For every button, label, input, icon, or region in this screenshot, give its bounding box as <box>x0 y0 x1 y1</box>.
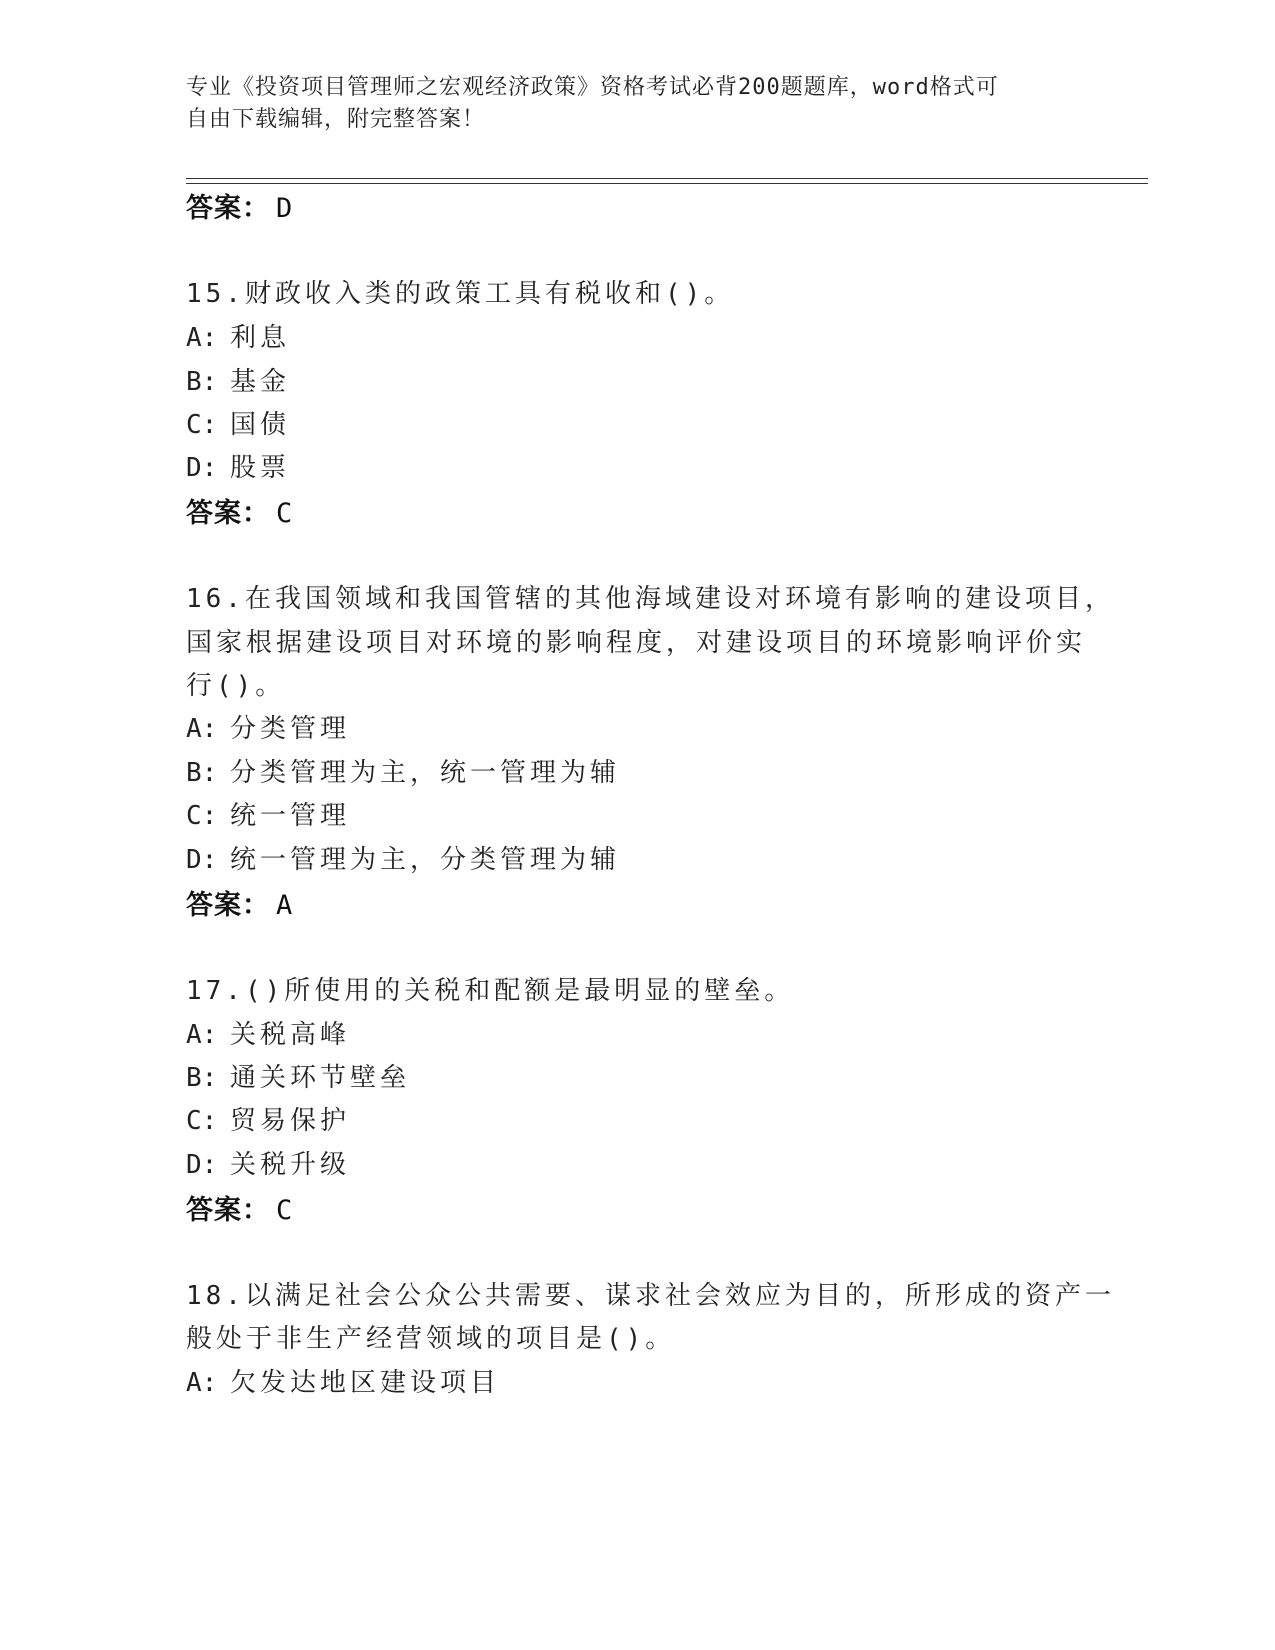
option-text: 利息 <box>230 323 291 353</box>
option-key: B: <box>186 758 218 788</box>
question-16-option-c <box>186 795 350 832</box>
option-text: 统一管理 <box>230 801 351 831</box>
option-text: 贸易保护 <box>230 1106 351 1136</box>
answer-value: C <box>276 498 294 529</box>
header-line-1: 专业《投资项目管理师之宏观经济政策》资格考试必背200题题库，word格式可 <box>186 75 999 100</box>
document-header <box>186 72 1086 136</box>
option-key: A: <box>186 714 218 744</box>
answer-value: A <box>276 890 294 921</box>
question-16-line-2: 国家根据建设项目对环境的影响程度，对建设项目的环境影响评价实 <box>186 628 1087 658</box>
answer-label: 答案： <box>186 1195 270 1226</box>
option-text: 分类管理为主，统一管理为辅 <box>230 758 621 788</box>
answer-value: C <box>276 1195 294 1226</box>
option-key: C: <box>186 410 218 440</box>
option-key: A: <box>186 323 218 353</box>
option-text: 统一管理为主，分类管理为辅 <box>230 845 621 875</box>
header-line-2: 自由下载编辑，附完整答案！ <box>186 107 486 132</box>
question-16-line-1: 16.在我国领域和我国管辖的其他海域建设对环境有影响的建设项目， <box>186 584 1115 614</box>
question-16-answer <box>186 883 293 922</box>
question-15-line-1: 15.财政收入类的政策工具有税收和()。 <box>186 279 735 309</box>
option-key: A: <box>186 1368 218 1398</box>
question-16-option-a <box>186 708 350 745</box>
option-text: 基金 <box>230 367 291 397</box>
question-15-answer <box>186 491 293 530</box>
option-key: D: <box>186 845 218 875</box>
question-15-option-a <box>186 317 290 354</box>
question-18-line-2: 般处于非生产经营领域的项目是()。 <box>186 1324 676 1354</box>
answer-label: 答案： <box>186 193 270 224</box>
option-text: 关税高峰 <box>230 1020 351 1050</box>
question-15-option-c <box>186 404 290 441</box>
question-18-option-a <box>186 1362 500 1399</box>
answer-prev <box>186 186 293 225</box>
question-17-option-b <box>186 1057 410 1094</box>
option-key: D: <box>186 453 218 483</box>
question-17-option-c <box>186 1100 350 1137</box>
option-text: 分类管理 <box>230 714 351 744</box>
option-key: C: <box>186 1106 218 1136</box>
answer-label: 答案： <box>186 498 270 529</box>
question-16-option-b <box>186 752 620 789</box>
question-17-answer <box>186 1188 293 1227</box>
option-text: 股票 <box>230 453 291 483</box>
option-text: 关税升级 <box>230 1150 351 1180</box>
option-text: 国债 <box>230 410 291 440</box>
question-15-option-d <box>186 447 290 484</box>
option-text: 通关环节壁垒 <box>230 1063 411 1093</box>
answer-label: 答案： <box>186 890 270 921</box>
answer-value: D <box>276 193 294 224</box>
header-divider-bottom <box>186 183 1148 184</box>
option-key: A: <box>186 1020 218 1050</box>
question-16-option-d <box>186 839 620 876</box>
option-key: B: <box>186 367 218 397</box>
question-18-line-1: 18.以满足社会公众公共需要、谋求社会效应为目的，所形成的资产一 <box>186 1281 1115 1311</box>
option-key: C: <box>186 801 218 831</box>
question-17-option-d <box>186 1144 350 1181</box>
question-17-line-1: 17.()所使用的关税和配额是最明显的壁垒。 <box>186 976 795 1006</box>
option-key: D: <box>186 1150 218 1180</box>
header-divider-top <box>186 178 1148 179</box>
question-17-option-a <box>186 1014 350 1051</box>
question-15-option-b <box>186 361 290 398</box>
option-key: B: <box>186 1063 218 1093</box>
option-text: 欠发达地区建设项目 <box>230 1368 501 1398</box>
question-16-line-3: 行()。 <box>186 671 286 701</box>
